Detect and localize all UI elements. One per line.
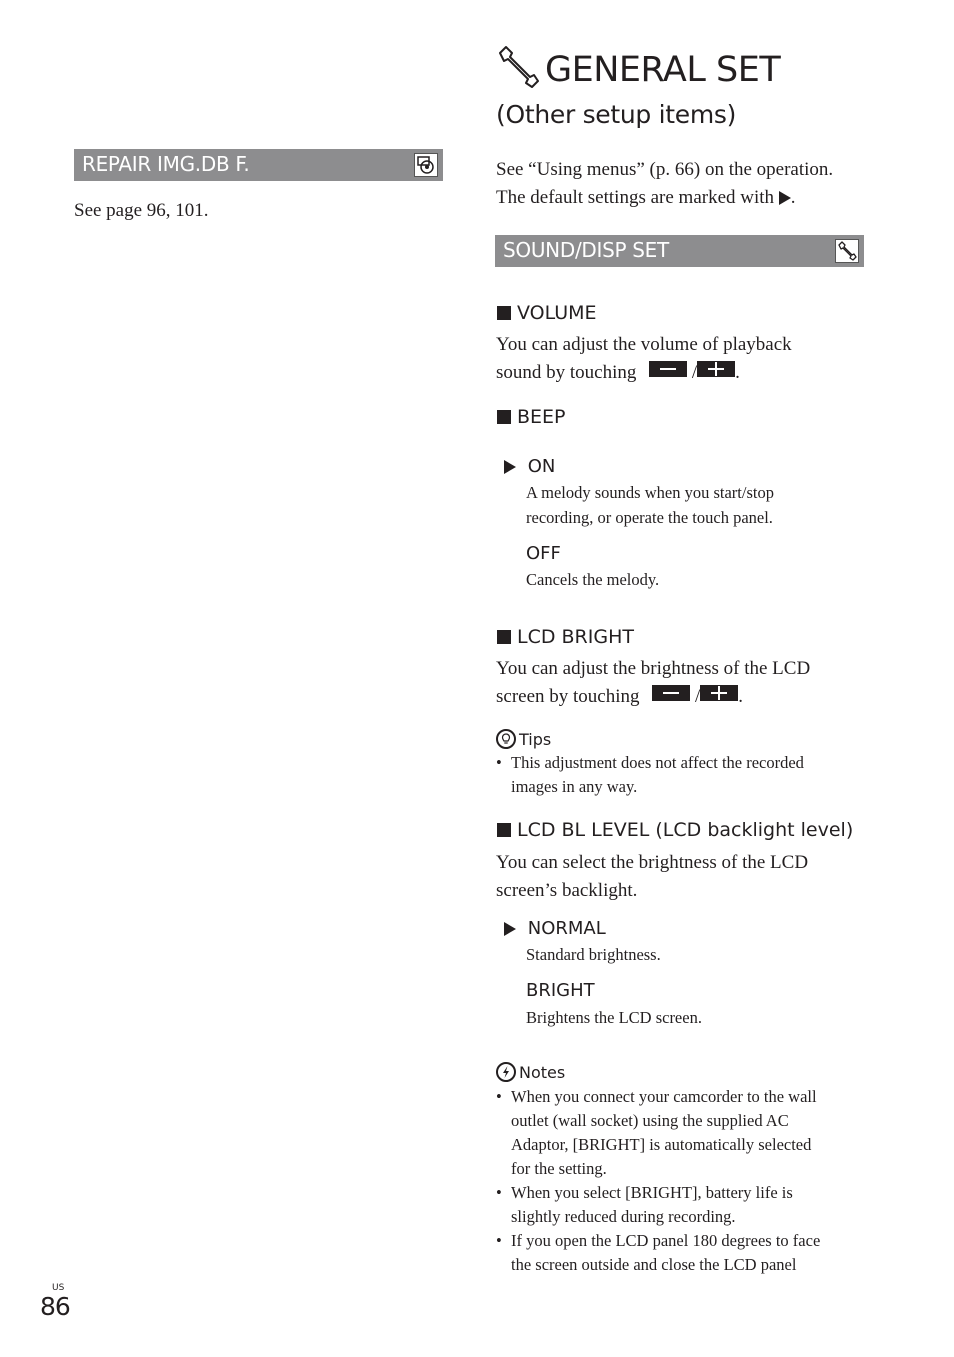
- repair-img-db-section-bar: [74, 149, 443, 181]
- plus-button-icon: [700, 685, 738, 701]
- lcd-bl-normal-option: NORMAL: [504, 918, 606, 939]
- beep-on-description: A melody sounds when you start/stop recording, or operate the touch panel.: [526, 483, 774, 527]
- lcd-bl-level-heading: LCD BL LEVEL (LCD backlight level): [497, 819, 853, 841]
- square-bullet-icon: [497, 306, 511, 320]
- lcd-bright-description: You can adjust the brightness of the LCD screen by touching / .: [496, 658, 811, 707]
- square-bullet-icon: [497, 630, 511, 644]
- lcd-bl-bright-description: Brightens the LCD screen.: [526, 1008, 702, 1027]
- lcd-bright-heading: LCD BRIGHT: [497, 626, 634, 648]
- minus-button-icon: [649, 361, 687, 377]
- square-bullet-icon: [497, 823, 511, 837]
- intro-text: [496, 156, 833, 212]
- page-title: GENERAL SET: [545, 50, 781, 90]
- intro-line-1: See “Using menus” (p. 66) on the operation.: [496, 159, 834, 180]
- beep-off-description: Cancels the melody.: [526, 570, 660, 589]
- default-marker-icon: [504, 922, 516, 936]
- beep-heading: BEEP: [497, 406, 566, 428]
- lcd-bl-level-description: You can select the brightness of the LCD screen’s backlight.: [496, 852, 809, 901]
- lightbulb-icon: [496, 729, 516, 749]
- sound-disp-set-section-bar: [495, 235, 864, 267]
- tips-heading: Tips: [496, 729, 551, 749]
- caution-icon: [496, 1062, 516, 1082]
- page-number: 86: [40, 1292, 70, 1321]
- square-bullet-icon: [497, 410, 511, 424]
- notes-heading: Notes: [496, 1062, 565, 1082]
- section-title: REPAIR IMG.DB F.: [82, 152, 250, 176]
- region-code: US: [52, 1283, 65, 1293]
- plus-button-icon: [697, 361, 735, 377]
- default-marker-icon: [504, 460, 516, 474]
- lcd-bl-bright-option: BRIGHT: [526, 980, 595, 1001]
- beep-off-option: OFF: [526, 543, 561, 564]
- intro-line-2: The default settings are marked with .: [496, 187, 796, 208]
- list-item: • When you select [BRIGHT], battery life is slightly reduced during recording.: [496, 1181, 861, 1229]
- list-item: • This adjustment does not affect the recorded images in any way.: [496, 751, 856, 799]
- lcd-bl-normal-description: Standard brightness.: [526, 945, 661, 964]
- notes-list: [496, 1085, 861, 1277]
- default-marker-icon: [779, 191, 791, 205]
- wrench-icon: [496, 45, 540, 94]
- page-subtitle: (Other setup items): [496, 100, 737, 129]
- beep-on-option: ON: [504, 456, 555, 477]
- minus-button-icon: [652, 685, 690, 701]
- wrench-icon: [835, 239, 859, 263]
- volume-description: You can adjust the volume of playback sound by touching / .: [496, 334, 792, 383]
- maintenance-icon: [414, 153, 438, 177]
- list-item: • If you open the LCD panel 180 degrees to face the screen outside and close the LCD panel: [496, 1229, 861, 1277]
- volume-heading: VOLUME: [497, 302, 597, 324]
- section-text: See page 96, 101.: [74, 200, 209, 221]
- list-item: • When you connect your camcorder to the wall outlet (wall socket) using the supplied AC Adaptor, [BRIGHT] is automatically selected for the setting.: [496, 1085, 861, 1181]
- section-title: SOUND/DISP SET: [503, 238, 669, 262]
- tips-list: [496, 751, 856, 799]
